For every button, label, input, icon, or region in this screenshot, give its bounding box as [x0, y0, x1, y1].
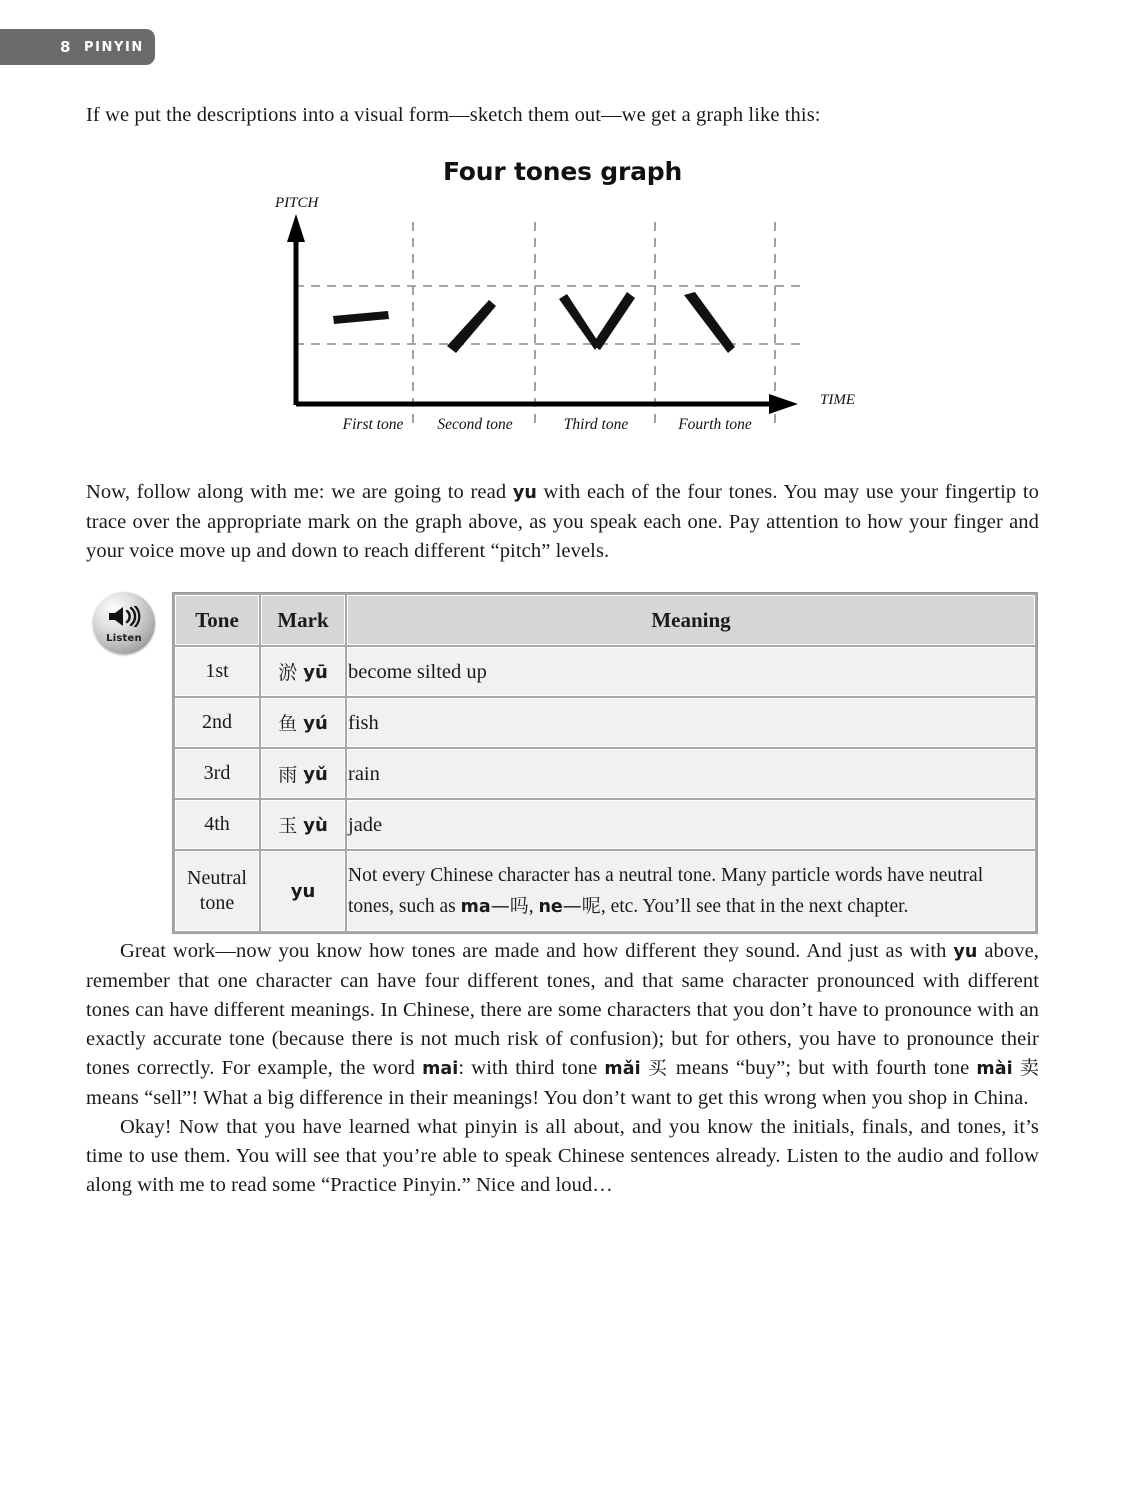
cell-tone: 1st [175, 647, 259, 696]
cell-pinyin: yù [303, 815, 328, 836]
neutral-ne-hanzi: —呢 [562, 894, 601, 917]
table-row-neutral [175, 851, 1035, 931]
first-tone-stroke [333, 311, 389, 324]
closing-paragraph-2: Okay! Now that you have learned what pinyin is all about, and you know the initials, finals, and tones, it’s time to use them. You will see that you’re able to speak Chinese sentences already. Listen to the audio and follow along with me to read some “Practice Pinyin.” Nice and loud… [86, 1116, 1039, 1196]
instruction-paragraph-block [86, 478, 1039, 566]
neutral-sep: , [528, 895, 539, 917]
neutral-line2: tone [199, 892, 235, 914]
time-axis [296, 394, 798, 414]
table-header-row [175, 595, 1035, 645]
cell-mark [261, 647, 345, 696]
intro-paragraph-block [86, 101, 1039, 130]
chapter-number: 8 [60, 38, 71, 56]
cell-meaning-neutral [347, 851, 1035, 931]
table-row [175, 749, 1035, 798]
tick-label-third-tone: Third tone [563, 416, 629, 433]
cell-pinyin: yū [303, 662, 328, 683]
chapter-running-head [0, 29, 155, 65]
neutral-ne: ne [538, 896, 563, 917]
header-mark: Mark [261, 595, 345, 645]
instruction-paragraph [86, 478, 1039, 566]
closing-paragraph-block [86, 937, 1039, 1200]
closing-mai3-hanzi: 买 [647, 1057, 669, 1079]
pitch-axis-label: PITCH [275, 195, 319, 211]
listen-audio-button[interactable] [93, 592, 155, 654]
tone-graph-svg [255, 200, 875, 430]
table-row [175, 647, 1035, 696]
instruction-suffix: with each of the four tones. You may use your fingertip to trace over the appropriate mark on the graph above, as you speak each one. Pay attention to how your finger and your voice move up and down to reach different “pitch” levels. [86, 481, 1039, 562]
cell-mark [261, 749, 345, 798]
tick-label-first-tone: First tone [342, 416, 404, 433]
tones-table [172, 592, 1038, 934]
cell-mark [261, 698, 345, 747]
closing-mai: mai [422, 1059, 459, 1079]
tick-label-second-tone: Second tone [437, 416, 513, 433]
cell-tone-neutral [175, 851, 259, 931]
closing-p1-d: means “buy”; but with fourth tone [668, 1057, 977, 1079]
instruction-prefix: Now, follow along with me: we are going to read [86, 481, 513, 503]
closing-p1-b: above, remember that one character can have four different tones, and that same character pronounced with different tones can have different meanings. In Chinese, there are some characters that you don’t have to pronounce with an exactly accurate tone (because there is not much risk of confusion); but for others, you have to pronounce their tones correctly. For example, the word [86, 940, 1039, 1079]
cell-pinyin: yú [303, 713, 328, 734]
cell-tone: 2nd [175, 698, 259, 747]
neutral-ma-hanzi: —吗 [490, 894, 529, 917]
cell-pinyin: yu [290, 880, 316, 902]
tick-label-fourth-tone: Fourth tone [678, 416, 752, 433]
listen-button-label: Listen [106, 633, 142, 644]
closing-mai4: mài [976, 1059, 1013, 1079]
cell-tone: 3rd [175, 749, 259, 798]
third-tone-stroke-b [592, 292, 635, 350]
time-axis-label: TIME [820, 392, 855, 408]
cell-mark [261, 800, 345, 849]
speaker-icon [107, 606, 141, 632]
neutral-text-b: , etc. You’ll see that in the next chapter. [600, 895, 909, 917]
third-tone-stroke [559, 294, 599, 350]
header-meaning: Meaning [347, 595, 1035, 645]
table-row [175, 800, 1035, 849]
header-tone: Tone [175, 595, 259, 645]
cell-pinyin: yǔ [303, 764, 328, 785]
instruction-pinyin-yu: yu [512, 483, 537, 503]
cell-hanzi: 玉 [278, 815, 298, 837]
neutral-text-a: Not every Chinese character has a neutral tone. Many particle words have neutral tones, such as [348, 864, 984, 917]
cell-meaning: jade [347, 800, 1035, 849]
cell-hanzi: 鱼 [278, 713, 298, 735]
cell-hanzi: 雨 [278, 764, 298, 786]
table-row [175, 698, 1035, 747]
cell-hanzi: 淤 [278, 662, 298, 684]
tone-graph-plot [255, 195, 875, 435]
closing-p1-a: Great work—now you know how tones are made and how different they sound. And just as with [120, 940, 954, 962]
pitch-axis [287, 214, 305, 405]
chapter-name: PINYIN [83, 39, 144, 55]
closing-yu: yu [953, 942, 978, 962]
closing-paragraph-1 [86, 937, 1039, 1113]
four-tones-figure [0, 145, 1125, 455]
fourth-tone-stroke [684, 292, 735, 353]
figure-title: Four tones graph [442, 157, 683, 186]
cell-meaning: rain [347, 749, 1035, 798]
cell-meaning: fish [347, 698, 1035, 747]
intro-paragraph: If we put the descriptions into a visual form—sketch them out—we get a graph like this: [86, 104, 821, 126]
neutral-ma: ma [460, 896, 491, 917]
closing-mai4-hanzi: 卖 [1019, 1057, 1039, 1079]
closing-p1-c: : with third tone [458, 1057, 605, 1079]
second-tone-stroke [447, 300, 496, 353]
cell-meaning: become silted up [347, 647, 1035, 696]
closing-mai3: mǎi [604, 1059, 641, 1079]
cell-tone: 4th [175, 800, 259, 849]
neutral-line1: Neutral [187, 867, 247, 889]
closing-p1-e: means “sell”! What a big difference in their meanings! You don’t want to get this wrong when you shop in China. [86, 1087, 1029, 1109]
cell-mark-neutral [261, 851, 345, 931]
